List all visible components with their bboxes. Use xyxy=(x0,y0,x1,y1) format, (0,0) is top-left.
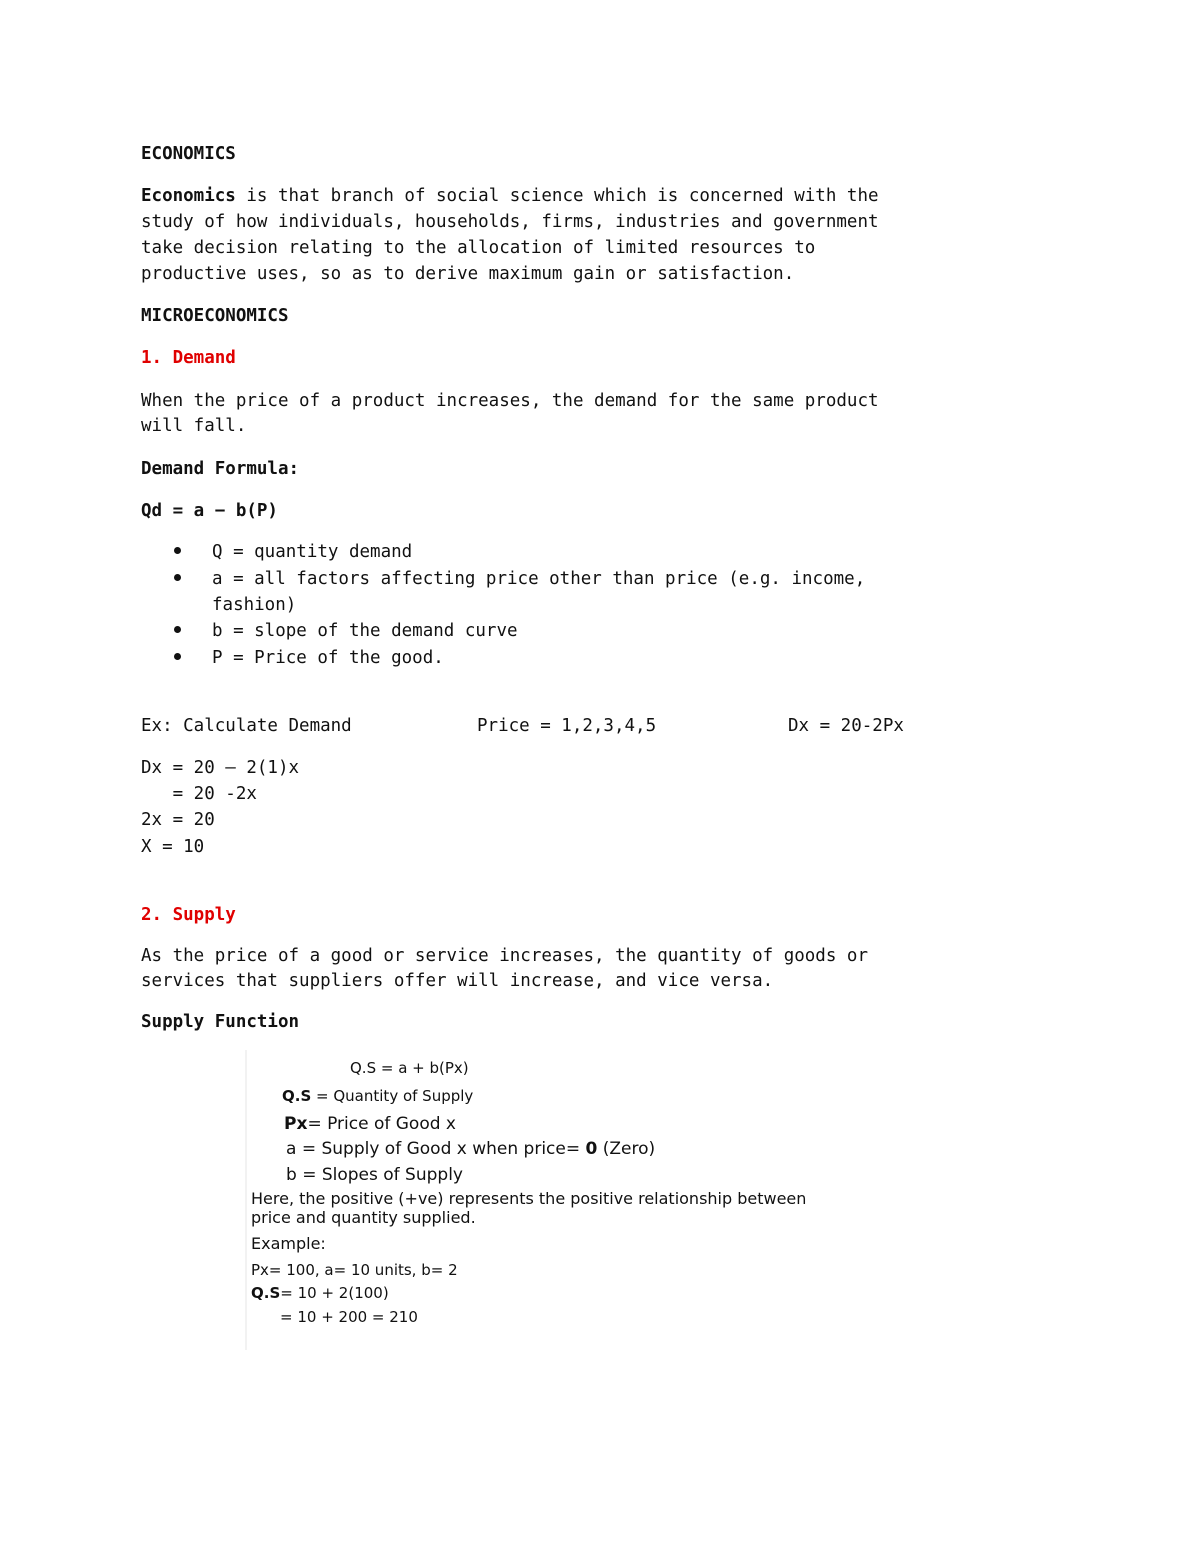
supply-formula: Q.S = a + b(Px) xyxy=(350,1059,469,1077)
calc-line: Dx = 20 – 2(1)x xyxy=(141,758,300,778)
intro-line-4: productive uses, so as to derive maximum gain or satisfaction. xyxy=(141,264,795,284)
supply-note-line-2: price and quantity supplied. xyxy=(251,1208,476,1227)
demand-heading: 1. Demand xyxy=(141,348,236,368)
bullet-item-continuation: fashion) xyxy=(212,595,297,615)
calc-line: 2x = 20 xyxy=(141,810,215,830)
supply-example-result: = 10 + 200 = 210 xyxy=(280,1308,418,1326)
demand-desc-line-1: When the price of a product increases, the demand for the same product xyxy=(141,391,879,411)
supply-a-def: a = Supply of Good x when price= 0 (Zero) xyxy=(286,1139,656,1159)
calc-line: X = 10 xyxy=(141,837,205,857)
bullet-dot xyxy=(174,574,181,581)
supply-desc-line-1: As the price of a good or service increases, the quantity of goods or xyxy=(141,946,868,966)
bullet-item: Q = quantity demand xyxy=(212,542,413,562)
supply-b-def: b = Slopes of Supply xyxy=(286,1165,463,1185)
supply-px-def: Px= Price of Good x xyxy=(284,1114,456,1134)
supply-function-heading: Supply Function xyxy=(141,1012,300,1032)
bullet-item: P = Price of the good. xyxy=(212,648,444,668)
supply-qs-def: Q.S = Quantity of Supply xyxy=(282,1087,474,1105)
document-title: ECONOMICS xyxy=(141,144,236,164)
bullet-item: a = all factors affecting price other than price (e.g. income, xyxy=(212,569,866,589)
calc-line: = 20 -2x xyxy=(141,784,257,804)
supply-example-qs: Q.S= 10 + 2(100) xyxy=(251,1284,389,1302)
supply-example-heading: Example: xyxy=(251,1234,326,1253)
example-function: Dx = 20-2Px xyxy=(788,716,904,736)
bullet-dot xyxy=(174,626,181,633)
supply-note-line-1: Here, the positive (+ve) represents the positive relationship between xyxy=(251,1189,807,1208)
micro-heading: MICROECONOMICS xyxy=(141,306,289,326)
intro-line-1-rest: is that branch of social science which is concerned with the xyxy=(235,186,879,206)
bullet-item: b = slope of the demand curve xyxy=(212,621,518,641)
example-price: Price = 1,2,3,4,5 xyxy=(477,716,657,736)
intro-line-1 xyxy=(141,183,879,209)
demand-formula-heading: Demand Formula: xyxy=(141,459,300,479)
intro-line-3: take decision relating to the allocation of limited resources to xyxy=(141,238,816,258)
demand-formula: Qd = a − b(P) xyxy=(141,501,278,521)
bullet-dot xyxy=(174,653,181,660)
intro-term: Economics xyxy=(141,186,236,206)
supply-desc-line-2: services that suppliers offer will increase, and vice versa. xyxy=(141,971,774,991)
supply-function-image xyxy=(245,1050,1020,1350)
intro-line-2: study of how individuals, households, firms, industries and government xyxy=(141,212,879,232)
demand-desc-line-2: will fall. xyxy=(141,416,247,436)
example-label: Ex: Calculate Demand xyxy=(141,716,352,736)
supply-heading: 2. Supply xyxy=(141,905,236,925)
bullet-dot xyxy=(174,547,181,554)
supply-example-values: Px= 100, a= 10 units, b= 2 xyxy=(251,1261,458,1279)
